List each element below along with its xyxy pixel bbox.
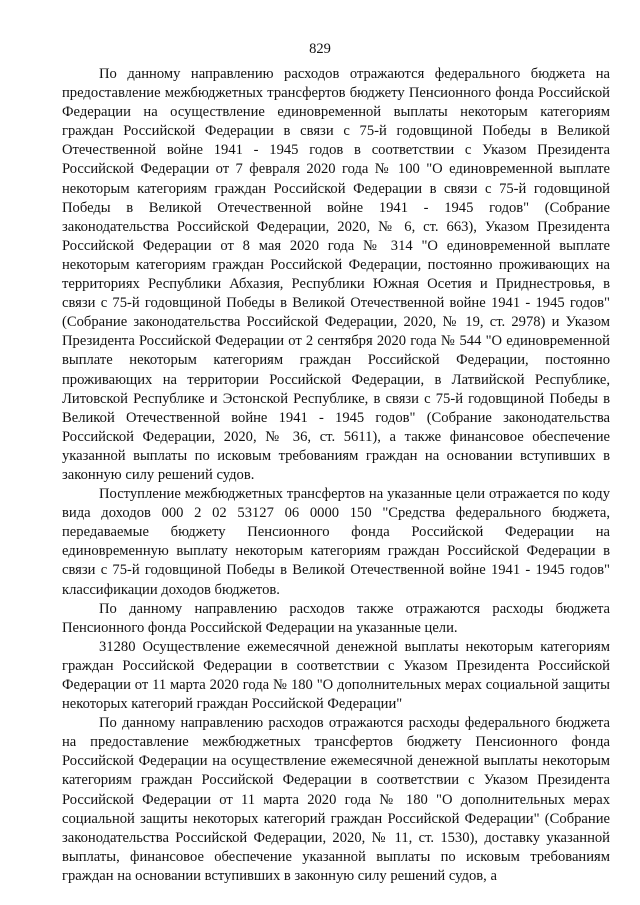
document-body [62, 65, 610, 886]
paragraph-income-code: Поступление межбюджетных трансфертов на указанные цели отражается по коду вида доходов 000 2 02 53127 06 0000 150 "Средства федерального бюджета, передаваемые бюджету Пенсионного фонда Российской Федерации на единовременную выплату некоторым категориям граждан Российской Федерации в связи с 75-й годовщиной Победы в Великой Отечественной войне 1941 - 1945 годов" классификации доходов бюджетов. [62, 486, 610, 598]
paragraph-pension-fund-expenses: По данному направлению расходов также отражаются расходы бюджета Пенсионного фонда Российской Федерации на указанные цели. [62, 600, 610, 636]
page-number: 829 [309, 41, 331, 57]
paragraph-monthly-payment-transfers: По данному направлению расходов отражаются расходы федерального бюджета на предоставление межбюджетных трансфертов бюджету Пенсионного фонда Российской Федерации на осуществление ежемесячной денежной выплаты некоторым категориям граждан Российской Федерации в соответствии с Указом Президента Российской Федерации от 11 марта 2020 года № 180 "О дополнительных мерах социальной защиты некоторых категорий граждан Российской Федерации" (Собрание законодательства Российской Федерации, 2020, № 11, ст. 1530), доставку указанной выплаты, финансовое обеспечение указанной выплаты по исковым требованиям граждан на основании вступивших в законную силу решений судов, а [62, 715, 610, 884]
paragraph-code-31280-heading: 31280 Осуществление ежемесячной денежной выплаты некоторым категориям граждан Российской Федерации в соответствии с Указом Президента Российской Федерации от 11 марта 2020 года № 180 "О дополнительных мерах социальной защиты некоторых категорий граждан Российской Федерации" [62, 638, 610, 713]
paragraph-transfers-one-time-payment: По данному направлению расходов отражаются федерального бюджета на предоставление межбюджетных трансфертов бюджету Пенсионного фонда Российской Федерации на осуществление единовременной выплаты некоторым категориям граждан Российской Федерации в связи с 75-й годовщиной Победы в Великой Отечественной войне 1941 - 1945 годов в соответствии с Указом Президента Российской Федерации от 7 февраля 2020 года № 100 "О единовременной выплате некоторым категориям граждан Российской Федерации в связи с 75-й годовщиной Победы в Великой Отечественной войне 1941 - 1945 годов" (Собрание законодательства Российской Федерации, 2020, № 6, ст. 663), Указом Президента Российской Федерации от 8 мая 2020 года № 314 "О единовременной выплате некоторым категориям граждан Российской Федерации, постоянно проживающих на территориях Республики Абхазия, Республики Южная Осетия и Приднестровья, в связи с 75-й годовщиной Победы в Великой Отечественной войне 1941 - 1945 годов" (Собрание законодательства Российской Федерации, 2020, № 19, ст. 2978) и Указом Президента Российской Федерации от 2 сентября 2020 года № 544 "О единовременной выплате некоторым категориям граждан Российской Федерации, постоянно проживающих на территории Российской Федерации, в Латвийской Республике, Литовской Республике и Эстонской Республике, в связи с 75-й годовщиной Победы в Великой Отечественной войне 1941 - 1945 годов" (Собрание законодательства Российской Федерации, 2020, № 36, ст. 5611), а также финансовое обеспечение указанной выплаты по исковым требованиям граждан на основании вступивших в законную силу решений судов. [62, 66, 610, 483]
